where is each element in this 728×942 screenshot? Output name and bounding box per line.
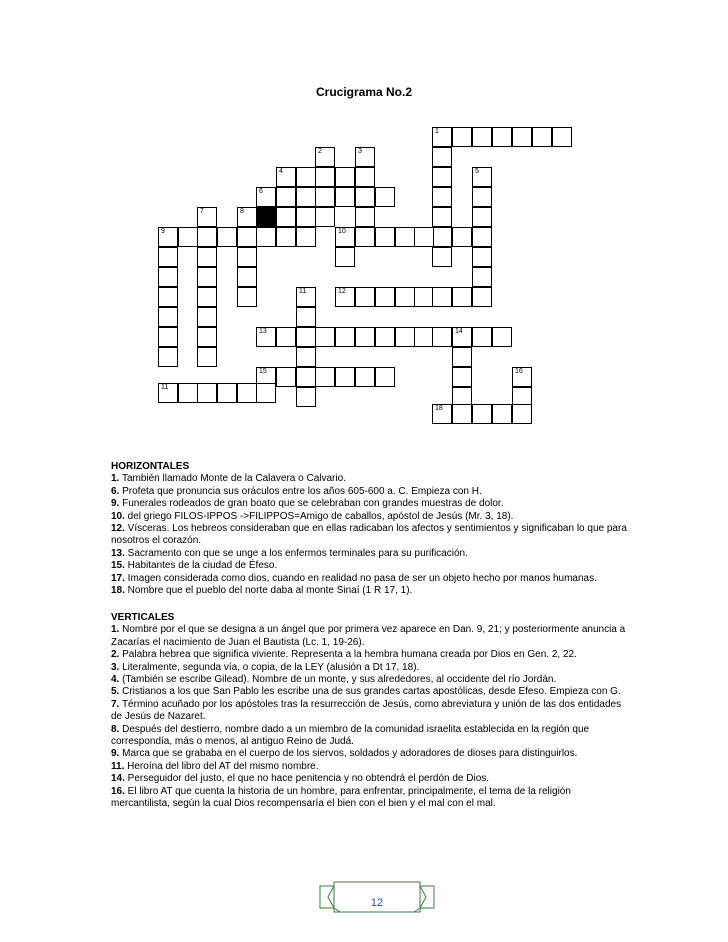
clue-text: Heroína del libro del AT del mismo nombre.: [124, 760, 319, 772]
clue-number: 9.: [111, 498, 120, 510]
crossword-cell[interactable]: [237, 383, 257, 403]
crossword-cell[interactable]: [237, 287, 257, 307]
crossword-cell[interactable]: [178, 227, 198, 247]
crossword-cell[interactable]: [217, 227, 237, 247]
verticales-clue: [111, 761, 631, 773]
crossword-cell[interactable]: [237, 227, 257, 247]
crossword-cell[interactable]: [432, 167, 452, 187]
clue-text: Habitantes de la ciudad de Éfeso.: [124, 560, 278, 572]
crossword-cell[interactable]: [472, 267, 492, 287]
crossword-cell[interactable]: [532, 127, 552, 147]
verticales-clue: [111, 662, 631, 674]
crossword-cell-number: 11: [161, 384, 169, 391]
crossword-cell[interactable]: [335, 247, 355, 267]
clue-text: Sacramento con que se unge a los enfermos terminales para su purificación.: [124, 547, 468, 559]
crossword-cell[interactable]: [256, 383, 276, 403]
crossword-cell[interactable]: [432, 127, 452, 147]
verticales-section: [111, 612, 641, 811]
horizontales-clue: [111, 498, 631, 510]
crossword-cell[interactable]: [375, 227, 395, 247]
crossword-cell[interactable]: [472, 207, 492, 227]
crossword-cell[interactable]: [276, 367, 296, 387]
clue-text: El libro AT que cuenta la historia de un hombre, para enfrentar, principalmente, el tema de la religión mercantilista, según la cual Dios recompensaría el bien con el bien y el mal con el mal.: [111, 785, 571, 810]
verticales-clue: [111, 786, 631, 811]
crossword-cell[interactable]: [197, 227, 217, 247]
crossword-cell-number: 2: [318, 148, 322, 155]
crossword-cell[interactable]: [315, 207, 335, 227]
clue-number: 9.: [111, 748, 120, 760]
clue-text: Funerales rodeados de gran boato que se celebraban con grandes muestras de dolor.: [119, 498, 504, 510]
clue-number: 4.: [111, 674, 120, 686]
clue-text: Término acuñado por los apóstoles tras la resurrección de Jesús, como abreviatura y unión de las dos entidades de Jesús de Nazaret.: [111, 698, 622, 723]
crossword-cell-number: 18: [435, 405, 443, 412]
clue-text: Después del destierro, nombre dado a un miembro de la comunidad israelita establecida en la región que correspondía, más o menos, al antiguo Reino de Judá.: [111, 723, 590, 748]
horizontales-clue: [111, 585, 631, 597]
crossword-cell[interactable]: [432, 287, 452, 307]
crossword-cell[interactable]: [452, 127, 472, 147]
clue-text: Literalmente, segunda vía, o copia, de la LEY (alusión a Dt 17, 18).: [119, 661, 420, 673]
clue-text: Cristianos a los que San Pablo les escribe una de sus grandes cartas apostólicas, desde Efeso. Empieza con G.: [119, 686, 621, 698]
clue-number: 7.: [111, 698, 120, 710]
crossword-cell[interactable]: [512, 367, 532, 387]
crossword-cell[interactable]: [432, 247, 452, 267]
crossword-black-cell: [256, 207, 276, 227]
horizontales-clue: [111, 486, 631, 498]
crossword-cell-number: 16: [515, 368, 523, 375]
crossword-cell[interactable]: [276, 167, 296, 187]
crossword-cell[interactable]: [197, 247, 217, 267]
verticales-clue: [111, 699, 631, 724]
crossword-cell[interactable]: [492, 327, 512, 347]
crossword-cell[interactable]: [492, 404, 512, 424]
crossword-cell[interactable]: [375, 187, 395, 207]
crossword-cell[interactable]: [472, 404, 492, 424]
crossword-grid: [0, 0, 728, 440]
crossword-cell-number: 15: [259, 368, 267, 375]
crossword-cell-number: 3: [358, 148, 362, 155]
crossword-cell[interactable]: [432, 147, 452, 167]
verticales-clue: [111, 674, 631, 686]
crossword-cell[interactable]: [197, 267, 217, 287]
clue-number: 11.: [111, 760, 125, 772]
crossword-cell[interactable]: [355, 327, 375, 347]
crossword-cell[interactable]: [237, 267, 257, 287]
crossword-cell[interactable]: [296, 167, 316, 187]
crossword-cell[interactable]: [472, 187, 492, 207]
crossword-cell[interactable]: [315, 367, 335, 387]
crossword-cell-number: 12: [338, 288, 346, 295]
crossword-cell[interactable]: [197, 307, 217, 327]
crossword-cell[interactable]: [432, 227, 452, 247]
crossword-cell[interactable]: [158, 287, 178, 307]
crossword-cell-number: 6: [259, 188, 263, 195]
clue-text: Perseguidor del justo, el que no hace penitencia y no obtendrá el perdón de Dios.: [124, 773, 490, 785]
clue-number: 5.: [111, 686, 120, 698]
clue-number: 8.: [111, 723, 120, 735]
crossword-cell[interactable]: [276, 327, 296, 347]
crossword-cell-number: 9: [161, 228, 165, 235]
verticales-clue: [111, 649, 631, 661]
crossword-cell[interactable]: [158, 383, 178, 403]
clue-number: 2.: [111, 649, 120, 661]
crossword-cell[interactable]: [335, 227, 355, 247]
crossword-cell[interactable]: [414, 227, 434, 247]
clue-number: 14.: [111, 773, 125, 785]
crossword-cell[interactable]: [452, 287, 472, 307]
clue-text: Profeta que pronuncia sus oráculos entre los años 605-600 a. C. Empieza con H.: [119, 485, 482, 497]
crossword-cell[interactable]: [315, 187, 335, 207]
clue-text: Imagen considerada como dios, cuando en realidad no pasa de ser un objeto hecho por manos humanas.: [124, 572, 597, 584]
crossword-cell[interactable]: [158, 227, 178, 247]
crossword-cell[interactable]: [395, 287, 415, 307]
crossword-cell[interactable]: [315, 167, 335, 187]
crossword-cell[interactable]: [512, 127, 532, 147]
crossword-cell[interactable]: [355, 207, 375, 227]
clue-number: 10.: [111, 510, 125, 522]
crossword-cell[interactable]: [552, 127, 572, 147]
clue-number: 12.: [111, 523, 125, 535]
clue-text: Palabra hebrea que significa viviente. Representa a la hembra humana creada por Dios en Gen. 2, 22.: [119, 649, 577, 661]
horizontales-clue: [111, 523, 631, 548]
crossword-cell[interactable]: [296, 227, 316, 247]
crossword-cell[interactable]: [395, 227, 415, 247]
crossword-cell[interactable]: [335, 187, 355, 207]
crossword-cell-number: 1: [435, 128, 439, 135]
crossword-cell-number: 11: [299, 288, 307, 295]
crossword-cell[interactable]: [296, 387, 316, 407]
crossword-cell[interactable]: [432, 404, 452, 424]
crossword-cell[interactable]: [276, 187, 296, 207]
crossword-cell[interactable]: [296, 367, 316, 387]
horizontales-clue: [111, 511, 631, 523]
crossword-cell[interactable]: [335, 287, 355, 307]
crossword-cell[interactable]: [452, 227, 472, 247]
crossword-cell[interactable]: [452, 367, 472, 387]
crossword-cell[interactable]: [296, 347, 316, 367]
crossword-cell[interactable]: [512, 404, 532, 424]
crossword-cell[interactable]: [296, 187, 316, 207]
clue-text: (También se escribe Gilead). Nombre de un monte, y sus alrededores, al occidente del río Jordán.: [119, 674, 557, 686]
crossword-cell[interactable]: [197, 287, 217, 307]
crossword-cell-number: 10: [338, 228, 346, 235]
crossword-cell[interactable]: [472, 227, 492, 247]
crossword-cell[interactable]: [158, 307, 178, 327]
horizontales-section: [111, 461, 641, 597]
crossword-cell[interactable]: [158, 347, 178, 367]
crossword-cell[interactable]: [355, 367, 375, 387]
clue-number: 15.: [111, 560, 125, 572]
crossword-cell[interactable]: [452, 404, 472, 424]
horizontales-heading: HORIZONTALES: [111, 461, 190, 472]
crossword-cell[interactable]: [375, 327, 395, 347]
verticales-clue: [111, 686, 631, 698]
crossword-cell[interactable]: [158, 327, 178, 347]
verticales-clue: [111, 624, 631, 649]
clue-text: Vísceras. Los hebreos consideraban que en ellas radicaban los afectos y sentimientos y significaban lo que para nosotros el corazón.: [111, 523, 627, 547]
crossword-cell[interactable]: [355, 147, 375, 167]
page-title: Crucigrama No.2: [315, 85, 413, 99]
crossword-cell[interactable]: [256, 187, 276, 207]
clue-number: 16.: [111, 785, 125, 797]
crossword-cell[interactable]: [296, 327, 316, 347]
clue-number: 17.: [111, 572, 125, 584]
crossword-cell[interactable]: [472, 287, 492, 307]
crossword-cell[interactable]: [355, 287, 375, 307]
crossword-cell[interactable]: [237, 207, 257, 227]
horizontales-list: [111, 461, 631, 597]
crossword-cell[interactable]: [158, 247, 178, 267]
crossword-cell[interactable]: [375, 367, 395, 387]
verticales-clue: [111, 748, 631, 760]
verticales-clue: [111, 773, 631, 785]
crossword-cell-number: 7: [200, 208, 204, 215]
crossword-cell[interactable]: [296, 307, 316, 327]
clue-text: Nombre por el que se designa a un ángel que por primera vez aparece en Dan. 9, 21; y posteriormente anuncia a Zacarías el nacimiento de Juan el Bautista (Lc. 1, 19-26).: [111, 624, 626, 648]
crossword-cell[interactable]: [256, 227, 276, 247]
crossword-cell[interactable]: [335, 367, 355, 387]
crossword-cell[interactable]: [492, 127, 512, 147]
crossword-cell[interactable]: [296, 287, 316, 307]
horizontales-clue: [111, 473, 631, 485]
crossword-cell-number: 14: [455, 328, 463, 335]
crossword-cell[interactable]: [217, 383, 237, 403]
crossword-cell[interactable]: [197, 347, 217, 367]
crossword-cell-number: 13: [259, 328, 267, 335]
crossword-cell[interactable]: [237, 247, 257, 267]
horizontales-clue: [111, 573, 631, 585]
horizontales-clue: [111, 548, 631, 560]
clue-number: 13.: [111, 547, 125, 559]
crossword-cell[interactable]: [472, 167, 492, 187]
crossword-cell[interactable]: [256, 327, 276, 347]
verticales-clue: [111, 724, 631, 749]
crossword-cell[interactable]: [414, 287, 434, 307]
crossword-cell[interactable]: [276, 227, 296, 247]
crossword-cell[interactable]: [375, 287, 395, 307]
crossword-cell[interactable]: [472, 247, 492, 267]
crossword-cell[interactable]: [276, 207, 296, 227]
crossword-cell[interactable]: [355, 227, 375, 247]
crossword-cell[interactable]: [315, 327, 335, 347]
crossword-cell[interactable]: [452, 327, 472, 347]
crossword-cell-number: 4: [279, 168, 283, 175]
clue-text: También llamado Monte de la Calavera o Calvario.: [119, 473, 346, 485]
clue-number: 1.: [111, 624, 120, 636]
crossword-cell[interactable]: [197, 327, 217, 347]
crossword-cell[interactable]: [432, 207, 452, 227]
clue-text: Marca que se grababa en el cuerpo de los siervos, soldados y adoradores de dioses para distinguirlos.: [119, 748, 578, 760]
crossword-cell[interactable]: [432, 327, 452, 347]
verticales-heading: VERTICALES: [111, 612, 175, 623]
horizontales-clue: [111, 560, 631, 572]
crossword-cell[interactable]: [395, 327, 415, 347]
crossword-cell[interactable]: [197, 207, 217, 227]
clue-text: Nombre que el pueblo del norte daba al monte Sinaí (1 R 17, 1).: [124, 585, 413, 597]
crossword-cell[interactable]: [197, 383, 217, 403]
crossword-cell[interactable]: [178, 383, 198, 403]
crossword-cell[interactable]: [355, 187, 375, 207]
crossword-cell[interactable]: [472, 327, 492, 347]
verticales-list: [111, 612, 631, 811]
crossword-cell[interactable]: [335, 167, 355, 187]
clue-number: 18.: [111, 585, 125, 597]
clue-number: 1.: [111, 473, 120, 485]
crossword-cell[interactable]: [355, 167, 375, 187]
clue-number: 3.: [111, 661, 120, 673]
crossword-cell[interactable]: [432, 187, 452, 207]
clue-text: del griego FILOS-IPPOS ->FILIPPOS=Amigo de caballos, apóstol de Jesús (Mr. 3, 18).: [124, 510, 514, 522]
crossword-cell[interactable]: [158, 267, 178, 287]
clue-number: 6.: [111, 485, 120, 497]
crossword-cell-number: 8: [240, 208, 244, 215]
crossword-cell[interactable]: [296, 207, 316, 227]
crossword-cell[interactable]: [315, 147, 335, 167]
crossword-cell[interactable]: [414, 327, 434, 347]
crossword-cell-number: 5: [475, 168, 479, 175]
crossword-cell[interactable]: [472, 127, 492, 147]
crossword-cell[interactable]: [335, 327, 355, 347]
crossword-cell[interactable]: [452, 347, 472, 367]
page-number: 12: [370, 897, 384, 909]
